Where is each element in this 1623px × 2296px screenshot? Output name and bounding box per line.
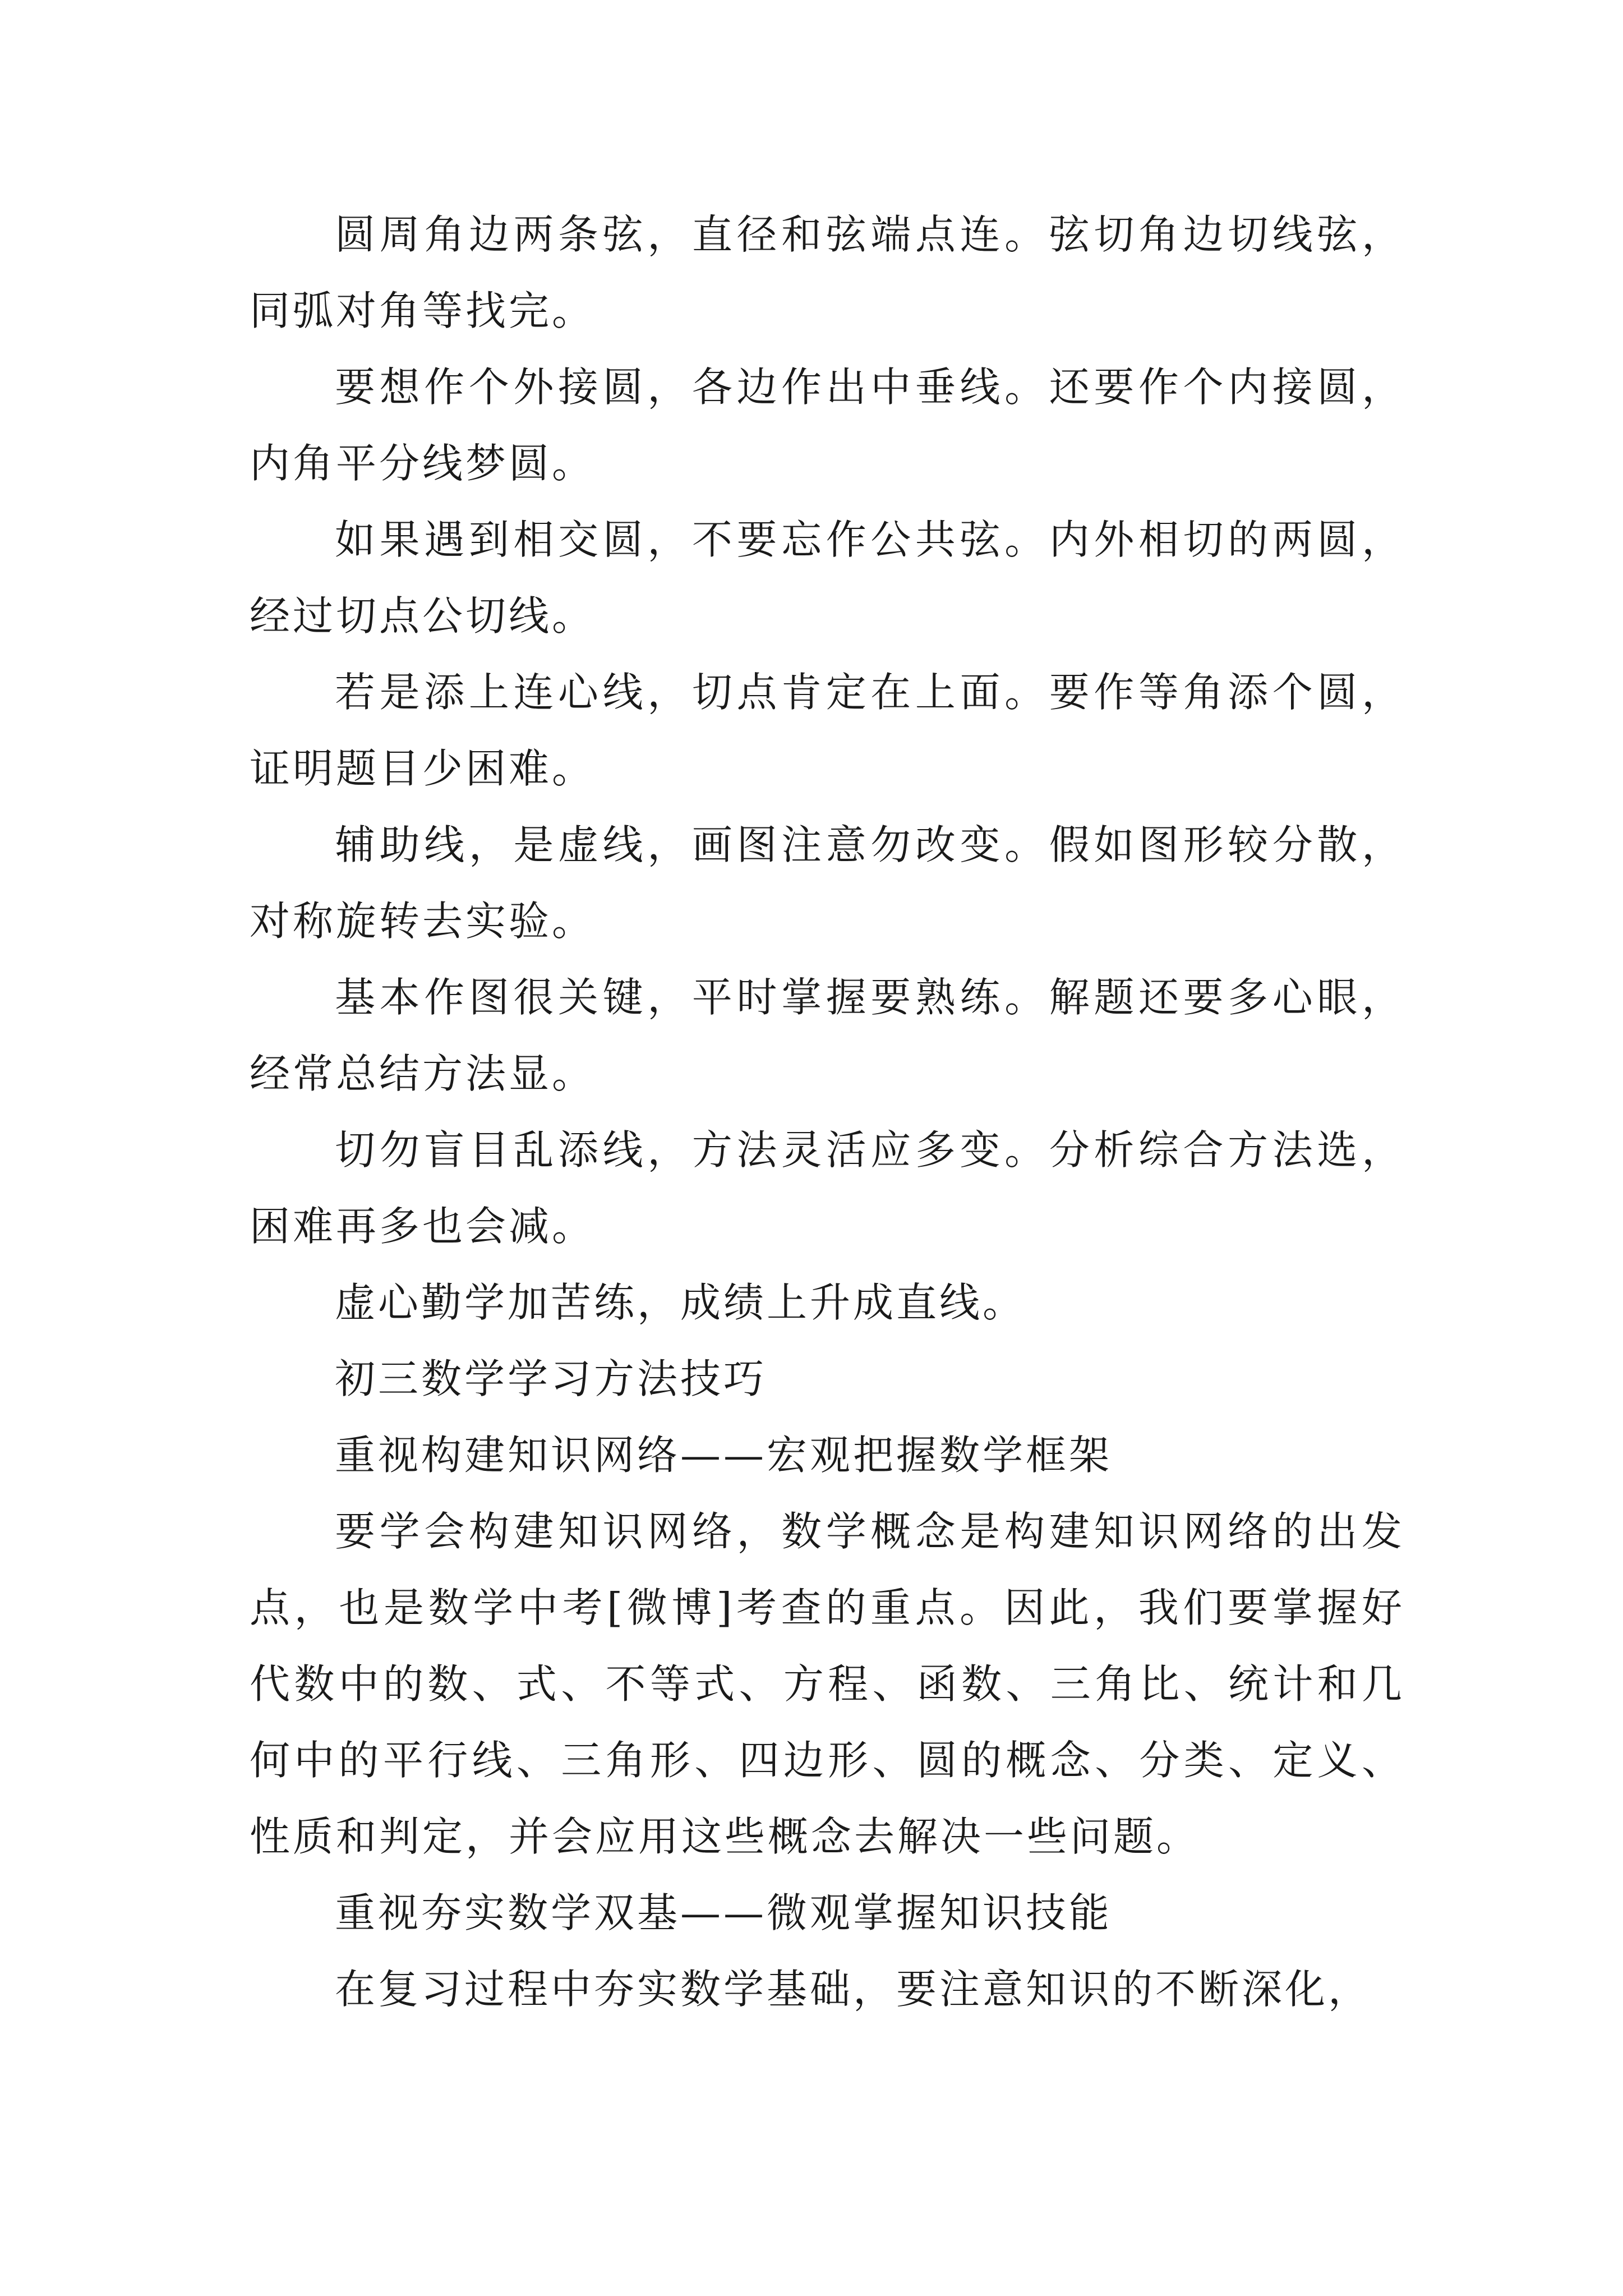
subheading-math-basics: 重视夯实数学双基——微观掌握知识技能 — [335, 1889, 1113, 1936]
paragraph-diligent-study: 虚心勤学加苦练，成绩上升成直线。 — [335, 1279, 1026, 1326]
paragraph-flexible-methods: 切勿盲目乱添线，方法灵活应多变。分析综合方法选，困难再多也会减。 — [250, 1126, 1405, 1250]
paragraph-intersecting-circles: 如果遇到相交圆，不要忘作公共弦。内外相切的两圆，经过切点公切线。 — [250, 516, 1405, 639]
paragraph-circumcircle-incircle: 要想作个外接圆，各边作出中垂线。还要作个内接圆，内角平分线梦圆。 — [250, 364, 1405, 487]
document-body — [250, 196, 1405, 2027]
subheading-knowledge-network: 重视构建知识网络——宏观把握数学框架 — [335, 1432, 1113, 1479]
paragraph-auxiliary-lines: 辅助线，是虚线，画图注意勿改变。假如图形较分散，对称旋转去实验。 — [250, 821, 1405, 945]
paragraph-center-line: 若是添上连心线，切点肯定在上面。要作等角添个圆，证明题目少困难。 — [250, 669, 1405, 792]
paragraph-circle-angle-chords: 圆周角边两条弦，直径和弦端点连。弦切角边切线弦，同弧对角等找完。 — [250, 211, 1405, 334]
paragraph-knowledge-network: 要学会构建知识网络，数学概念是构建知识网络的出发点，也是数学中考[微博]考查的重点。因此，我们要掌握好代数中的数、式、不等式、方程、函数、三角比、统计和几何中的平行线、三角形、四边形、圆的概念、分类、定义、性质和判定，并会应用这些概念去解决一些问题。 — [250, 1508, 1405, 1860]
paragraph-math-basics: 在复习过程中夯实数学基础，要注意知识的不断深化， — [335, 1966, 1372, 2013]
paragraph-basic-construction: 基本作图很关键，平时掌握要熟练。解题还要多心眼，经常总结方法显。 — [250, 974, 1405, 1097]
section-heading-study-tips: 初三数学学习方法技巧 — [335, 1355, 767, 1402]
